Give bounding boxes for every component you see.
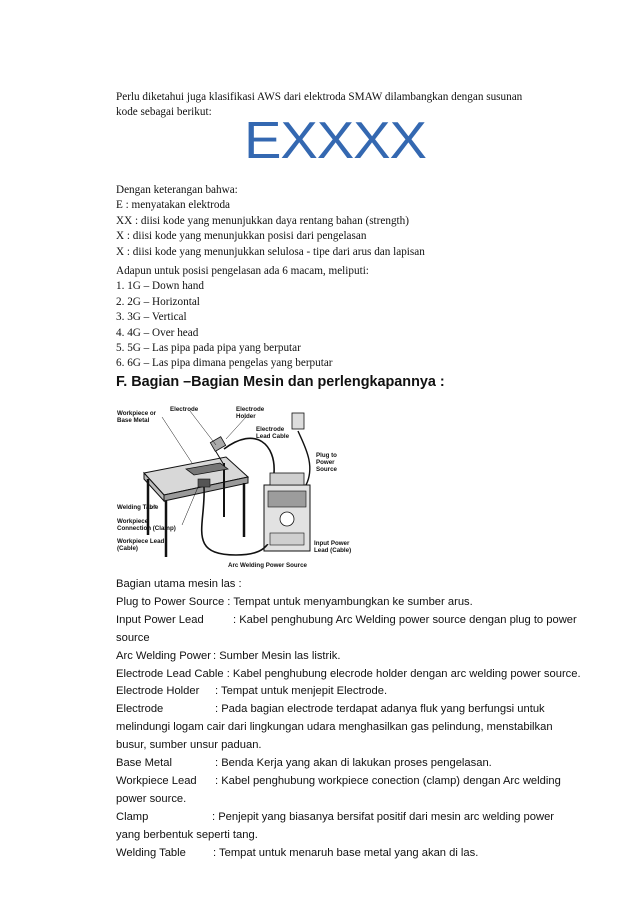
intro-line: Perlu diketahui juga klasifikasi AWS dari elektroda SMAW dilambangkan dengan susunan [116, 91, 523, 103]
legend-title: Dengan keterangan bahwa: [116, 184, 238, 196]
position-item: 6. 6G – Las pipa dimana pengelas yang berputar [116, 357, 333, 370]
positions-block [116, 264, 369, 372]
label-arc-source: Arc Welding Power Source [228, 562, 307, 569]
part-clamp-cont: yang berbentuk seperti tang. [116, 828, 258, 841]
aws-code-image [244, 112, 432, 170]
intro-line: kode sebagai berikut: [116, 106, 212, 119]
label-workpiece: Base Metal [117, 417, 150, 424]
part-electrode-cont: melindungi logam cair dari lingkungan udara menghasilkan gas pelindung, menstabilkan [116, 721, 553, 734]
part-holder: Electrode Holder : Tempat untuk menjepit Electrode. [116, 685, 388, 698]
label-workpiece: Workpiece or [117, 410, 157, 417]
position-item: 3. 3G – Vertical [116, 311, 187, 324]
part-clamp: Clamp : Penjepit yang biasanya bersifat positif dari mesin arc welding power [116, 810, 555, 823]
legend-item: X : diisi kode yang menunjukkan posisi dari pengelasan [116, 230, 367, 243]
welding-machine-diagram [116, 405, 351, 577]
part-workpiece-lead-cont: power source. [116, 792, 187, 805]
label-electrode-holder: Electrode [236, 406, 265, 413]
label-workpiece-lead: (Cable) [117, 545, 138, 552]
legend-item: X : diisi kode yang menunjukkan selulosa - tipe dari arus dan lapisan [116, 245, 425, 258]
label-plug: Plug to [316, 452, 337, 459]
part-electrode-cont: busur, sumber unsur paduan. [116, 739, 262, 752]
positions-title: Adapun untuk posisi pengelasan ada 6 macam, meliputi: [116, 265, 369, 277]
part-input-lead: Input Power Lead : Kabel penghubung Arc Welding power source dengan plug to power [116, 613, 577, 626]
label-lead-cable: Electrode [256, 426, 285, 433]
position-item: 2. 2G – Horizontal [116, 295, 200, 308]
label-input-power: Input Power [314, 540, 350, 547]
label-plug: Power [316, 459, 335, 466]
label-lead-cable: Lead Cable [256, 433, 290, 440]
position-item: 1. 1G – Down hand [116, 280, 204, 293]
legend-block [116, 183, 425, 260]
label-clamp: Workpiece [117, 518, 149, 525]
label-plug: Source [316, 466, 337, 473]
label-electrode: Electrode [170, 406, 199, 413]
part-electrode: Electrode : Pada bagian electrode terdapat adanya fluk yang berfungsi untuk [116, 703, 545, 716]
label-electrode-holder: Holder [236, 413, 256, 420]
part-lead-cable: Electrode Lead Cable : Kabel penghubung elecrode holder dengan arc welding power source. [116, 667, 581, 680]
label-workpiece-lead: Workpiece Lead [117, 538, 165, 545]
position-item: 5. 5G – Las pipa pada pipa yang berputar [116, 342, 301, 355]
legend-item: E : menyatakan elektroda [116, 199, 230, 212]
position-item: 4. 4G – Over head [116, 326, 199, 339]
aws-code-text: EXXXX [244, 112, 426, 170]
part-welding-table: Welding Table : Tempat untuk menaruh base metal yang akan di las. [116, 846, 479, 859]
label-welding-table: Welding Table [117, 504, 159, 511]
part-input-lead-cont: source [116, 631, 150, 644]
part-base-metal: Base Metal : Benda Kerja yang akan di lakukan proses pengelasan. [116, 757, 492, 770]
legend-item: XX : diisi kode yang menunjukkan daya rentang bahan (strength) [116, 214, 409, 227]
label-clamp: Connection (Clamp) [117, 525, 176, 532]
parts-title: Bagian utama mesin las : [116, 578, 242, 590]
part-arc-power: Arc Welding Power : Sumber Mesin las listrik. [116, 649, 341, 662]
part-plug: Plug to Power Source : Tempat untuk menyambungkan ke sumber arus. [116, 595, 473, 608]
parts-list [116, 576, 581, 863]
part-workpiece-lead: Workpiece Lead : Kabel penghubung workpiece conection (clamp) dengan Arc welding [116, 774, 561, 787]
section-heading: F. Bagian –Bagian Mesin dan perlengkapannya : [116, 374, 445, 390]
label-input-power: Lead (Cable) [314, 547, 351, 554]
